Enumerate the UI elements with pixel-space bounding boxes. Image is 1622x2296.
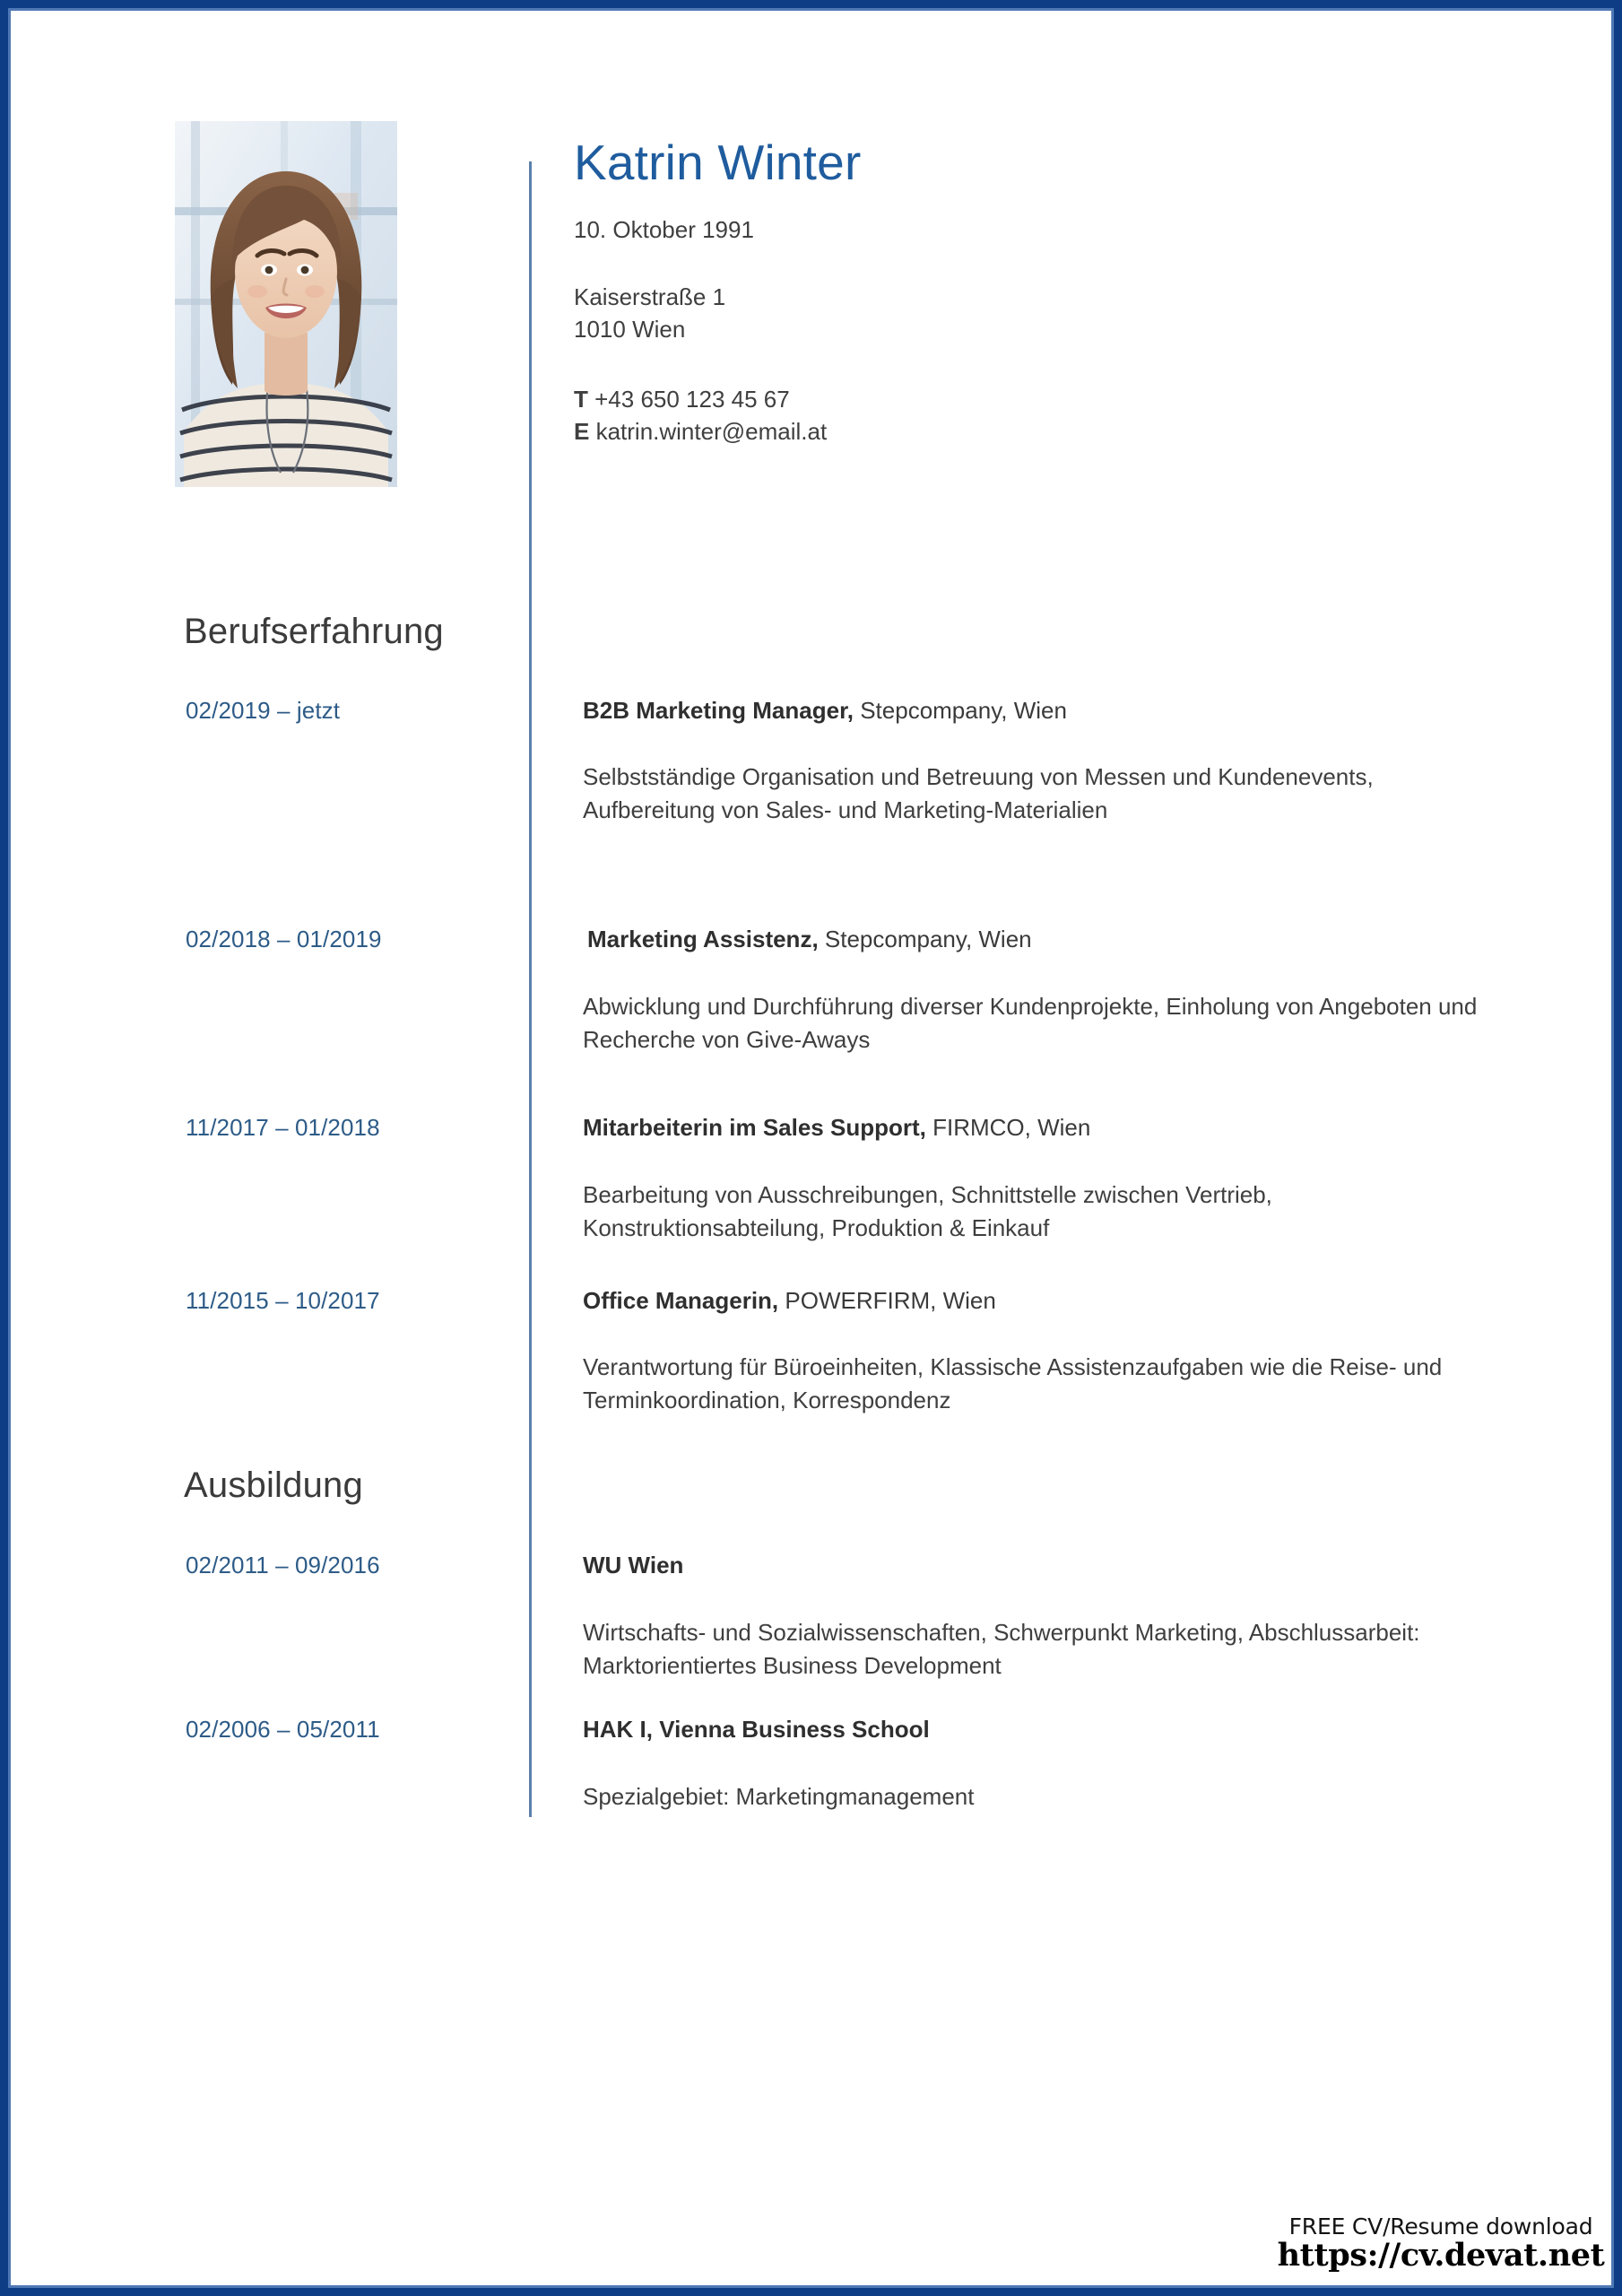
entry-description: Wirtschafts- und Sozialwissenschaften, Schwerpunkt Marketing, Abschlussarbeit: Marktorientiertes Business Development bbox=[583, 1619, 1420, 1679]
entry-description: Bearbeitung von Ausschreibungen, Schnittstelle zwischen Vertrieb, Konstruktionsabteilung, Produktion & Einkauf bbox=[583, 1181, 1272, 1241]
address bbox=[574, 282, 1426, 346]
portrait-photo bbox=[175, 121, 397, 487]
address-line-2: 1010 Wien bbox=[574, 316, 686, 344]
entry-title bbox=[587, 926, 1032, 953]
entry-role: B2B Marketing Manager, bbox=[583, 697, 854, 724]
phone-label: T bbox=[574, 386, 588, 413]
email-value: katrin.winter@email.at bbox=[595, 418, 828, 446]
section-heading-berufserfahrung: Berufserfahrung bbox=[184, 612, 444, 651]
entry-date: 11/2017 – 01/2018 bbox=[186, 1114, 380, 1141]
birthdate: 10. Oktober 1991 bbox=[574, 216, 754, 244]
entry-date: 11/2015 – 10/2017 bbox=[186, 1287, 380, 1314]
entry-role: Office Managerin, bbox=[583, 1287, 779, 1314]
cv-document bbox=[11, 11, 1611, 2285]
entry-description: Spezialgebiet: Marketingmanagement bbox=[583, 1783, 975, 1810]
entry-description: Selbstständige Organisation und Betreuung von Messen und Kundenevents, Aufbereitung von Sales- und Marketing-Materialien bbox=[583, 763, 1374, 823]
entry-description: Abwicklung und Durchführung diverser Kundenprojekte, Einholung von Angeboten und Recherche von Give-Aways bbox=[583, 993, 1478, 1053]
email-row bbox=[574, 416, 1426, 448]
entry-title bbox=[583, 1287, 996, 1315]
entry-company: POWERFIRM, Wien bbox=[778, 1287, 996, 1314]
vertical-divider bbox=[529, 161, 532, 1817]
entry-title bbox=[583, 697, 1067, 725]
entry-role: WU Wien bbox=[583, 1552, 684, 1578]
entry-title bbox=[583, 1552, 683, 1579]
entry-title bbox=[583, 1716, 930, 1744]
entry-date: 02/2006 – 05/2011 bbox=[186, 1716, 380, 1743]
contact-details bbox=[574, 384, 1426, 448]
entry-role: HAK I, Vienna Business School bbox=[583, 1716, 930, 1743]
watermark-caption: FREE CV/Resume download bbox=[1288, 2213, 1593, 2239]
entry-company: FIRMCO, Wien bbox=[925, 1114, 1091, 1141]
phone-value: +43 650 123 45 67 bbox=[594, 386, 790, 413]
entry-date: 02/2018 – 01/2019 bbox=[186, 926, 382, 952]
watermark bbox=[1262, 2211, 1614, 2288]
entry-description: Verantwortung für Büroeinheiten, Klassische Assistenzaufgaben wie die Reise- und Terminkoordination, Korrespondenz bbox=[583, 1353, 1443, 1413]
email-label: E bbox=[574, 418, 590, 446]
page-inner-frame bbox=[8, 8, 1614, 2288]
entry-date: 02/2019 – jetzt bbox=[186, 697, 341, 724]
entry-title bbox=[583, 1114, 1090, 1142]
entry-company: Stepcompany, Wien bbox=[853, 697, 1067, 724]
page-title: Katrin Winter bbox=[574, 135, 862, 190]
phone-row bbox=[574, 384, 1426, 416]
entry-company: Stepcompany, Wien bbox=[818, 926, 1032, 952]
header-block bbox=[574, 136, 1426, 448]
entry-role: Marketing Assistenz, bbox=[587, 926, 819, 952]
watermark-url: https://cv.devat.net bbox=[1277, 2237, 1605, 2274]
entry-date: 02/2011 – 09/2016 bbox=[186, 1552, 380, 1578]
section-heading-ausbildung: Ausbildung bbox=[184, 1465, 363, 1505]
address-line-1: Kaiserstraße 1 bbox=[574, 283, 726, 311]
entry-role: Mitarbeiterin im Sales Support, bbox=[583, 1114, 926, 1141]
